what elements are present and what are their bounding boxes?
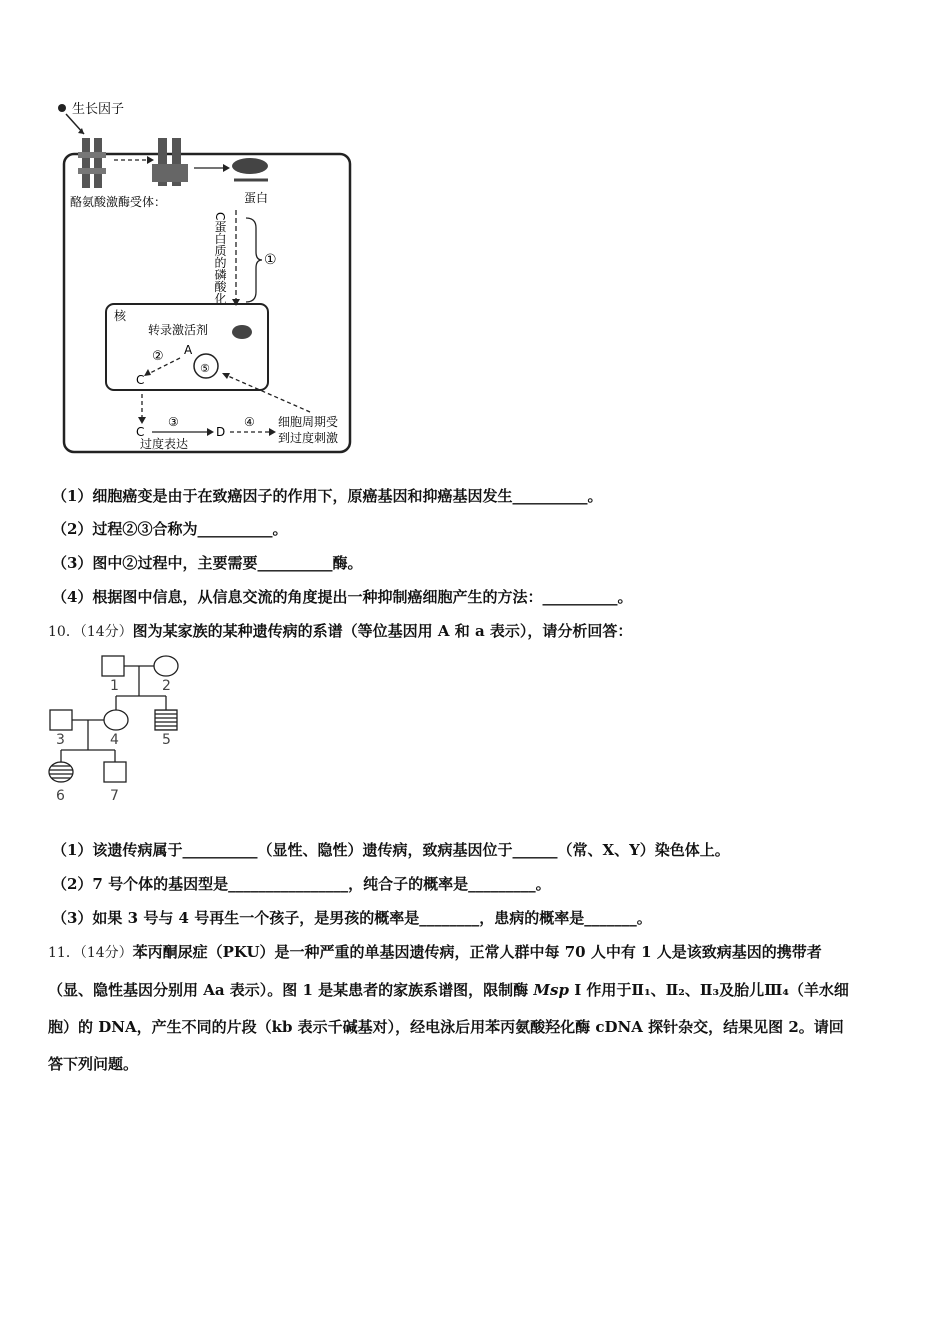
receptor-icon xyxy=(78,138,106,188)
q11-line-1-text: 苯丙酮尿症（PKU）是一种严重的单基因遗传病，正常人群中每 70 人中有 1 人是该致病基因的携带者 xyxy=(132,943,822,961)
signaling-diagram xyxy=(48,92,388,464)
over-expression-label: 过度表达 xyxy=(140,437,189,451)
nucleus-label: 核 xyxy=(114,309,127,323)
q9-sub-4: （4）根据图中信息，从信息交流的角度提出一种抑制癌细胞产生的方法：__________。 xyxy=(52,588,633,606)
q11-line-1 xyxy=(48,942,822,963)
q10-stem-text: 图为某家族的某种遗传病的系谱（等位基因用 A 和 a 表示），请分析回答： xyxy=(132,622,633,640)
q9-sub-2: （2）过程②③合称为__________。 xyxy=(52,520,288,538)
q11-line-4: 答下列问题。 xyxy=(48,1055,139,1073)
label-2: 2 xyxy=(162,678,171,694)
protein-icon xyxy=(232,158,268,180)
step-2-label: ② xyxy=(152,349,164,364)
q10-sub-2: （2）7 号个体的基因型是________________，纯合子的概率是_________。 xyxy=(52,875,551,893)
q11-number: 11． xyxy=(48,945,80,961)
label-6: 6 xyxy=(56,788,65,804)
individual-4 xyxy=(104,710,128,730)
q10-score: （14分） xyxy=(79,624,133,640)
receptor-label: 酪氨酸激酶受体： xyxy=(70,195,167,209)
individual-6-affected xyxy=(49,762,73,782)
individual-3 xyxy=(50,710,72,730)
step-3-label: ③ xyxy=(168,415,179,429)
individual-5-affected xyxy=(155,710,177,730)
individual-1 xyxy=(102,656,124,676)
individual-2 xyxy=(154,656,178,676)
activated-receptor-icon xyxy=(152,138,188,186)
label-7: 7 xyxy=(110,788,119,804)
growth-factor-icon xyxy=(58,104,66,112)
step-5-label: ⑤ xyxy=(200,362,210,375)
label-3: 3 xyxy=(56,732,65,748)
step-1-label: ① xyxy=(264,252,277,268)
q10-number: 10． xyxy=(48,624,80,640)
label-4: 4 xyxy=(110,732,119,748)
q10-sub-3: （3）如果 3 号与 4 号再生一个孩子，是男孩的概率是________，患病的概率是_______。 xyxy=(52,909,652,927)
q11-line-3: 胞）的 DNA，产生不同的片段（kb 表示千碱基对），经电泳后用苯丙氨酸羟化酶 cDNA 探针杂交，结果见图 2。请回 xyxy=(48,1018,844,1036)
node-a-label: A xyxy=(184,343,193,357)
q10-stem xyxy=(48,621,632,642)
protein-label: 蛋白 xyxy=(244,191,269,205)
step-4-label: ④ xyxy=(244,415,255,429)
q10-sub-1: （1）该遗传病属于__________（显性、隐性）遗传病，致病基因位于______（常、X、Y）染色体上。 xyxy=(52,841,730,859)
node-d-label: D xyxy=(216,425,226,439)
label-1: 1 xyxy=(110,678,119,694)
q11-line-2 xyxy=(48,980,849,1000)
node-c-label: C xyxy=(136,373,145,387)
phosphorylation-label: C蛋白质的磷酸化 xyxy=(213,212,227,305)
q11-line-2b: I 作用于Ⅱ₁、Ⅱ₂、Ⅱ₃及胎儿Ⅲ₄（羊水细 xyxy=(568,981,849,999)
label-5: 5 xyxy=(162,732,171,748)
q11-enzyme-name: Msp xyxy=(533,981,569,999)
individual-7 xyxy=(104,762,126,782)
growth-factor-label: 生长因子 xyxy=(72,102,125,117)
node-c2-label: C xyxy=(136,425,145,439)
q9-sub-3: （3）图中②过程中，主要需要__________酶。 xyxy=(52,554,363,572)
activator-icon xyxy=(232,325,252,339)
pedigree-chart xyxy=(44,652,194,804)
q9-sub-1: （1）细胞癌变是由于在致癌因子的作用下，原癌基因和抑癌基因发生__________。 xyxy=(52,487,603,505)
cycle-label-1: 细胞周期受 xyxy=(278,415,339,429)
q11-score: （14分） xyxy=(79,945,133,961)
q11-line-2a: （显、隐性基因分别用 Aa 表示）。图 1 是某患者的家族系谱图，限制酶 xyxy=(48,981,534,999)
cycle-label-2: 到过度刺激 xyxy=(278,431,339,445)
activator-label: 转录激活剂 xyxy=(148,323,209,337)
